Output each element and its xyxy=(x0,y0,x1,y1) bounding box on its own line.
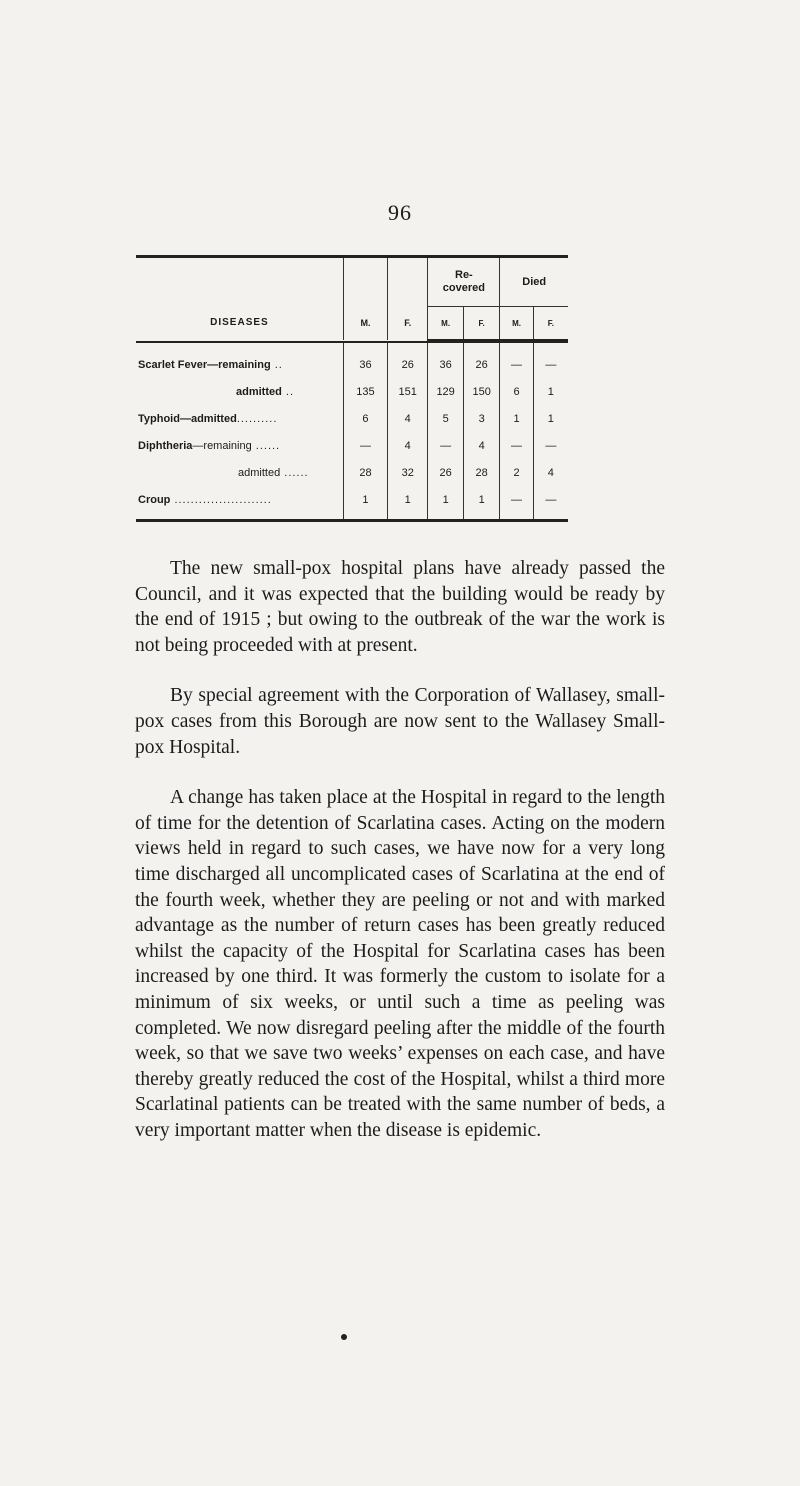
header-diseases: DISEASES xyxy=(136,258,343,340)
table-row xyxy=(136,459,568,486)
row-leader: .. xyxy=(270,358,283,371)
cell-m: 6 xyxy=(343,405,387,432)
cell-died-m: — xyxy=(500,432,533,459)
cell-died-m: — xyxy=(500,342,533,378)
cell-recovered-f: 3 xyxy=(463,405,500,432)
row-label xyxy=(136,459,343,486)
row-label-sub: —admitted xyxy=(179,412,237,425)
row-label xyxy=(136,486,343,519)
row-label-sub: —remaining xyxy=(207,358,271,371)
page-number: 96 xyxy=(388,200,412,225)
row-label-sub: admitted xyxy=(238,466,281,479)
table-row xyxy=(136,486,568,519)
cell-died-f: 1 xyxy=(547,385,554,398)
disease-statistics-table xyxy=(136,255,568,522)
ink-speck xyxy=(341,1334,347,1340)
table-row xyxy=(136,378,568,405)
cell-recovered-m: 5 xyxy=(428,405,464,432)
table-row xyxy=(136,432,568,459)
cell-recovered-m: 1 xyxy=(428,486,464,519)
header-f: F. xyxy=(388,258,428,340)
cell-m: 28 xyxy=(343,459,387,486)
row-label-main: Croup xyxy=(138,493,171,506)
cell-died-f: 1 xyxy=(547,412,554,425)
paragraph-hospital-plans: The new small-pox hospital plans have already passed the Council, and it was expected that the building would be ready by the end of 1915 ; but owing to the outbreak of the war the work is not being proceeded with at present. xyxy=(135,558,665,656)
row-leader: ...... xyxy=(280,466,309,479)
cell-died-f: — xyxy=(545,439,557,452)
header-recovered-f: F. xyxy=(463,307,500,341)
paragraph-scarlatina-detention: A change has taken place at the Hospital in regard to the length of time for the detention of Scarlatina cases. Acting on the modern views held in regard to such cases, we have now for a very long time discharged all uncomplicated cases of Scarlatina at the end of the fourth week, whether they are peeling or not and with marked advantage as the number of return cases has been greatly reduced whilst the capacity of the Hospital for Scarlatina cases has been increased by one third. It was formerly the custom to isolate for a minimum of six weeks, or until such a time as peeling was completed. We now disregard peeling after the middle of the fourth week, so that we save two weeks’ expenses on each case, and have thereby greatly reduced the cost of the Hospital, whilst a third more Scarlatinal patients can be treated with the same number of beds, a very important matter when the disease is epidemic. xyxy=(135,787,665,1141)
cell-recovered-m: 129 xyxy=(428,378,464,405)
header-recovered-m: M. xyxy=(428,307,464,341)
header-died: Died xyxy=(500,258,568,307)
header-m: M. xyxy=(343,258,387,340)
body-text xyxy=(135,556,665,1168)
disease-table xyxy=(136,258,568,519)
cell-died-m: 2 xyxy=(500,459,533,486)
cell-f: 32 xyxy=(388,459,428,486)
cell-m: 36 xyxy=(343,342,387,378)
row-label xyxy=(136,342,343,378)
row-leader: ...... xyxy=(251,439,281,452)
row-label-main: Scarlet Fever xyxy=(138,358,208,371)
cell-died-f: — xyxy=(545,493,557,506)
header-recovered: Re- covered xyxy=(428,258,500,307)
cell-recovered-f: 4 xyxy=(463,432,500,459)
cell-recovered-m: 36 xyxy=(428,342,464,378)
cell-f: 1 xyxy=(388,486,428,519)
cell-m: 135 xyxy=(343,378,387,405)
row-leader: ........................ xyxy=(170,493,272,506)
cell-f: 4 xyxy=(388,432,428,459)
cell-f: 26 xyxy=(388,342,428,378)
row-label xyxy=(136,378,343,405)
row-label xyxy=(136,405,343,432)
cell-recovered-f: 1 xyxy=(463,486,500,519)
cell-died-m: 6 xyxy=(500,378,533,405)
row-leader: .. xyxy=(281,385,295,398)
cell-recovered-m: — xyxy=(428,432,464,459)
paragraph-wallasey-agreement: By special agreement with the Corporation of Wallasey, small-pox cases from this Borough are now sent to the Wallasey Small-pox Hospital. xyxy=(135,685,665,758)
row-label-sub: —remaining xyxy=(192,439,252,452)
row-label xyxy=(136,432,343,459)
header-died-m: M. xyxy=(500,307,533,341)
row-label-main: Typhoid xyxy=(138,412,180,425)
cell-died-m: — xyxy=(500,486,533,519)
cell-m: 1 xyxy=(343,486,387,519)
header-died-f: F. xyxy=(533,307,568,341)
cell-f: 151 xyxy=(388,378,428,405)
cell-died-m: 1 xyxy=(500,405,533,432)
table-row xyxy=(136,405,568,432)
table-row xyxy=(136,342,568,378)
cell-died-f: 4 xyxy=(547,466,554,479)
cell-m: — xyxy=(343,432,387,459)
cell-recovered-f: 26 xyxy=(463,342,500,378)
row-leader: .......... xyxy=(236,412,278,425)
row-label-sub: admitted xyxy=(236,385,282,398)
cell-recovered-f: 150 xyxy=(463,378,500,405)
cell-died-f: — xyxy=(545,358,557,371)
cell-recovered-m: 26 xyxy=(428,459,464,486)
cell-recovered-f: 28 xyxy=(463,459,500,486)
cell-f: 4 xyxy=(388,405,428,432)
row-label-main: Diphtheria xyxy=(138,439,193,452)
